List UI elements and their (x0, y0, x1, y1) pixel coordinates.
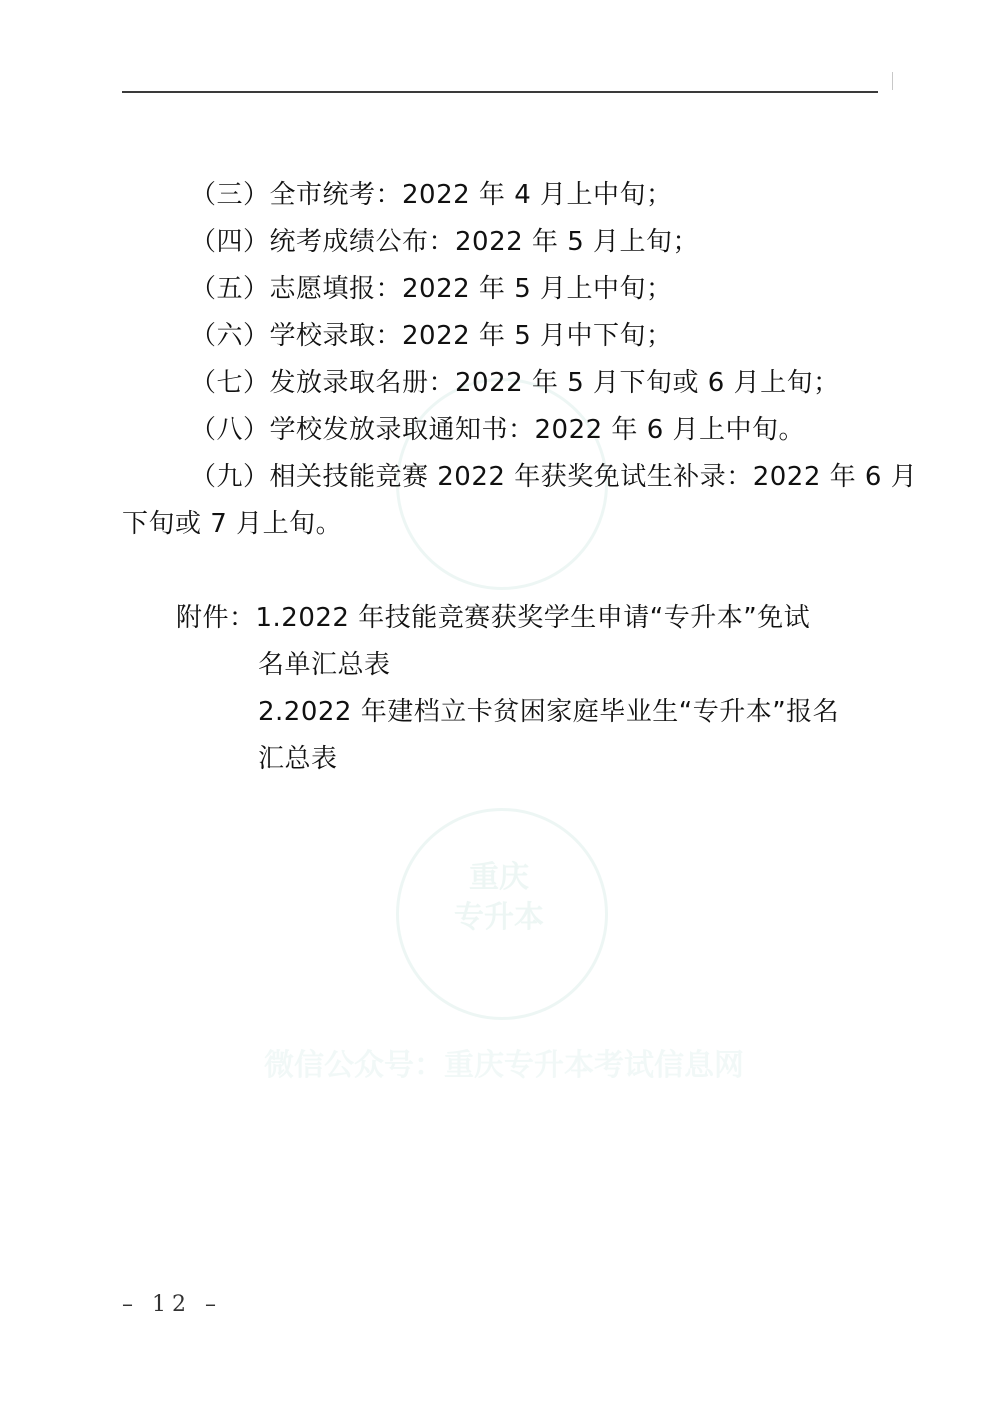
watermark-seal-text-1: 重庆 (469, 860, 529, 895)
schedule-item-8: （八）学校发放录取通知书：2022 年 6 月上中旬。 (190, 415, 806, 445)
schedule-item-3: （三）全市统考：2022 年 4 月上中旬； (190, 180, 673, 210)
attachment-1: 附件：1.2022 年技能竞赛获奖学生申请“专升本”免试 (176, 603, 811, 633)
watermark-banner: 微信公众号：重庆专升本考试信息网 (264, 1048, 744, 1083)
schedule-item-9-continued: 下旬或 7 月上旬。 (122, 509, 343, 539)
schedule-item-5: （五）志愿填报：2022 年 5 月上中旬； (190, 274, 673, 304)
schedule-item-7: （七）发放录取名册：2022 年 5 月下旬或 6 月上旬； (190, 368, 840, 398)
schedule-item-9: （九）相关技能竞赛 2022 年获奖免试生补录：2022 年 6 月 (190, 462, 918, 492)
page-number: – 12 – (122, 1292, 222, 1317)
watermark-seal-lower (396, 808, 608, 1020)
schedule-item-4: （四）统考成绩公布：2022 年 5 月上旬； (190, 227, 700, 257)
corner-mark (892, 72, 893, 90)
header-rule (122, 91, 878, 93)
schedule-item-6: （六）学校录取：2022 年 5 月中下旬； (190, 321, 673, 351)
attachment-2: 2.2022 年建档立卡贫困家庭毕业生“专升本”报名 (258, 697, 840, 727)
watermark-seal-text-2: 专升本 (454, 900, 544, 935)
attachment-1-continued: 名单汇总表 (258, 650, 391, 680)
attachment-2-continued: 汇总表 (258, 744, 338, 774)
